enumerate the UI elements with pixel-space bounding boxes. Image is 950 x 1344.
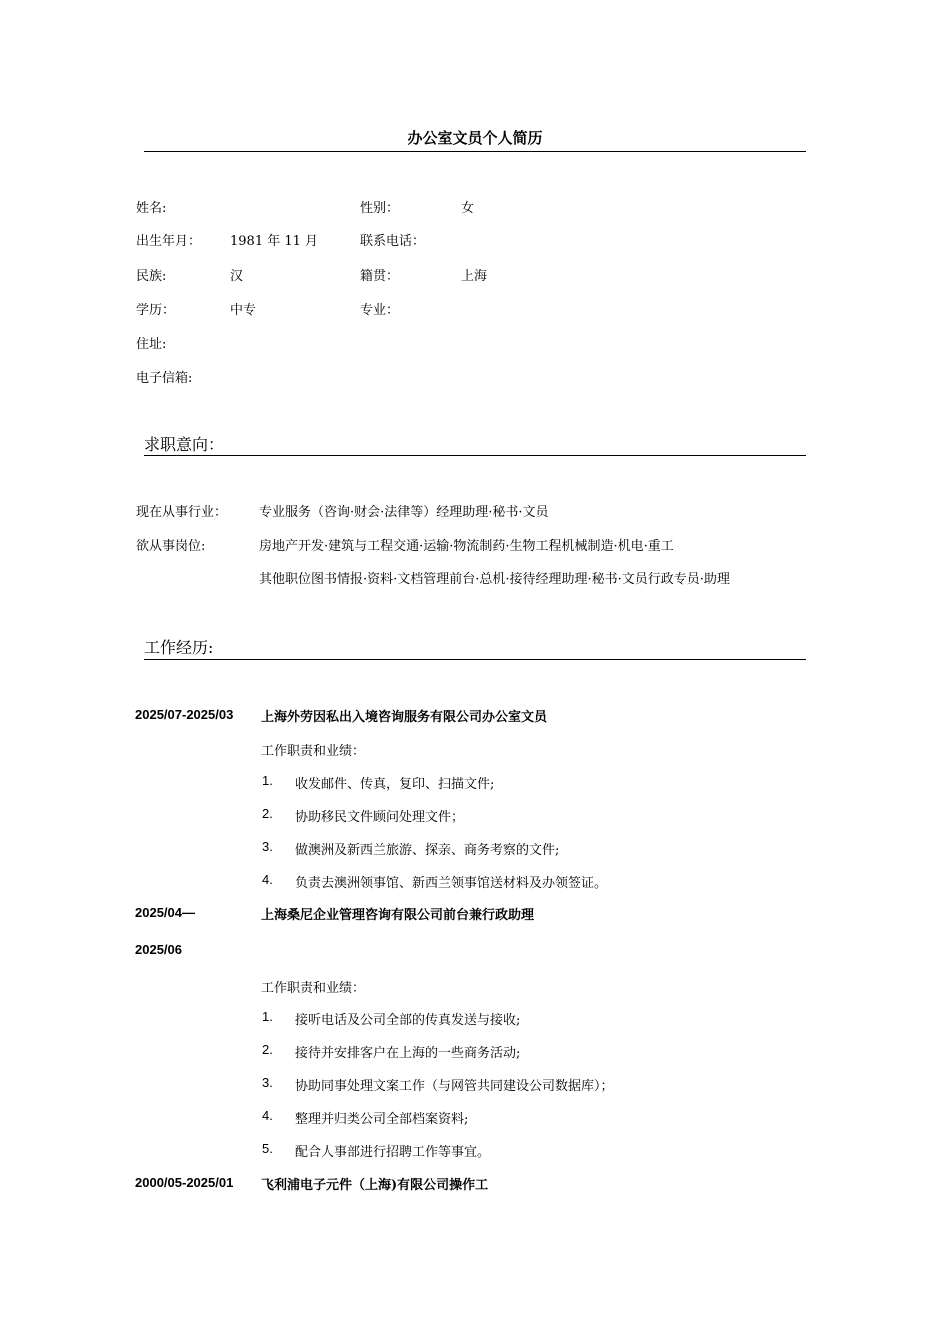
duties-label: 工作职责和业绩： — [261, 744, 366, 759]
position-label: 欲从事岗位: — [136, 539, 206, 554]
duty-text: 接待并安排客户在上海的一些商务活动; — [295, 1046, 521, 1061]
job-period: 2025/07-2025/03 — [135, 707, 234, 722]
job-title: 飞利浦电子元件（上海)有限公司操作工 — [261, 1178, 489, 1193]
job-period: 2000/05-2025/01 — [135, 1175, 234, 1190]
phone-label: 联系电话： — [360, 234, 426, 249]
work-rule — [144, 659, 806, 660]
job-title: 上海外劳因私出入境咨询服务有限公司办公室文员 — [261, 710, 548, 725]
work-heading: 工作经历: — [144, 638, 214, 657]
industry-value: 专业服务（咨询·财会·法律等）经理助理·秘书·文员 — [259, 505, 549, 520]
position-line-2: 其他职位图书情报·资料·文档管理前台·总机·接待经理助理·秘书·文员行政专员·助理 — [259, 572, 730, 587]
duty-text: 协助同事处理文案工作（与网管共同建设公司数据库）； — [295, 1079, 614, 1094]
duty-number: 3. — [262, 1075, 273, 1090]
address-label: 住址: — [136, 337, 167, 352]
intent-heading: 求职意向： — [144, 435, 225, 454]
gender-label: 性别： — [360, 201, 400, 216]
native-label: 籍贯： — [360, 269, 400, 284]
duty-number: 2. — [262, 1042, 273, 1057]
duty-text: 收发邮件、传真，复印、扫描文件; — [295, 777, 495, 792]
native-value: 上海 — [461, 269, 488, 284]
duty-text: 协助移民文件顾问处理文件； — [295, 810, 465, 825]
education-label: 学历： — [136, 303, 176, 318]
job-period-end: 2025/06 — [135, 942, 182, 957]
duty-number: 1. — [262, 773, 273, 788]
title-rule — [144, 151, 806, 152]
duty-number: 5. — [262, 1141, 273, 1156]
duties-label: 工作职责和业绩： — [261, 981, 366, 996]
email-label: 电子信箱: — [136, 371, 193, 386]
duty-text: 配合人事部进行招聘工作等事宜。 — [295, 1145, 491, 1160]
duty-number: 4. — [262, 1108, 273, 1123]
birth-value: 1981 年 11 月 — [230, 234, 319, 249]
intent-rule — [144, 455, 806, 456]
duty-text: 接听电话及公司全部的传真发送与接收; — [295, 1013, 521, 1028]
education-value: 中专 — [230, 303, 257, 318]
job-period: 2025/04— — [135, 905, 195, 920]
duty-text: 负责去澳洲领事馆、新西兰领事馆送材料及办领签证。 — [295, 876, 608, 891]
resume-title: 办公室文员个人简历 — [407, 129, 543, 147]
birth-label: 出生年月： — [136, 234, 202, 249]
duty-number: 4. — [262, 872, 273, 887]
duty-number: 1. — [262, 1009, 273, 1024]
duty-text: 做澳洲及新西兰旅游、探亲、商务考察的文件; — [295, 843, 560, 858]
ethnicity-value: 汉 — [230, 269, 244, 284]
job-title: 上海桑尼企业管理咨询有限公司前台兼行政助理 — [261, 908, 535, 923]
position-line-1: 房地产开发·建筑与工程交通·运输·物流制药·生物工程机械制造·机电·重工 — [259, 539, 674, 554]
duty-number: 3. — [262, 839, 273, 854]
ethnicity-label: 民族: — [136, 269, 167, 284]
name-label: 姓名: — [136, 201, 167, 216]
duty-number: 2. — [262, 806, 273, 821]
industry-label: 现在从事行业： — [136, 505, 228, 520]
major-label: 专业： — [360, 303, 400, 318]
duty-text: 整理并归类公司全部档案资料; — [295, 1112, 469, 1127]
gender-value: 女 — [461, 201, 475, 216]
